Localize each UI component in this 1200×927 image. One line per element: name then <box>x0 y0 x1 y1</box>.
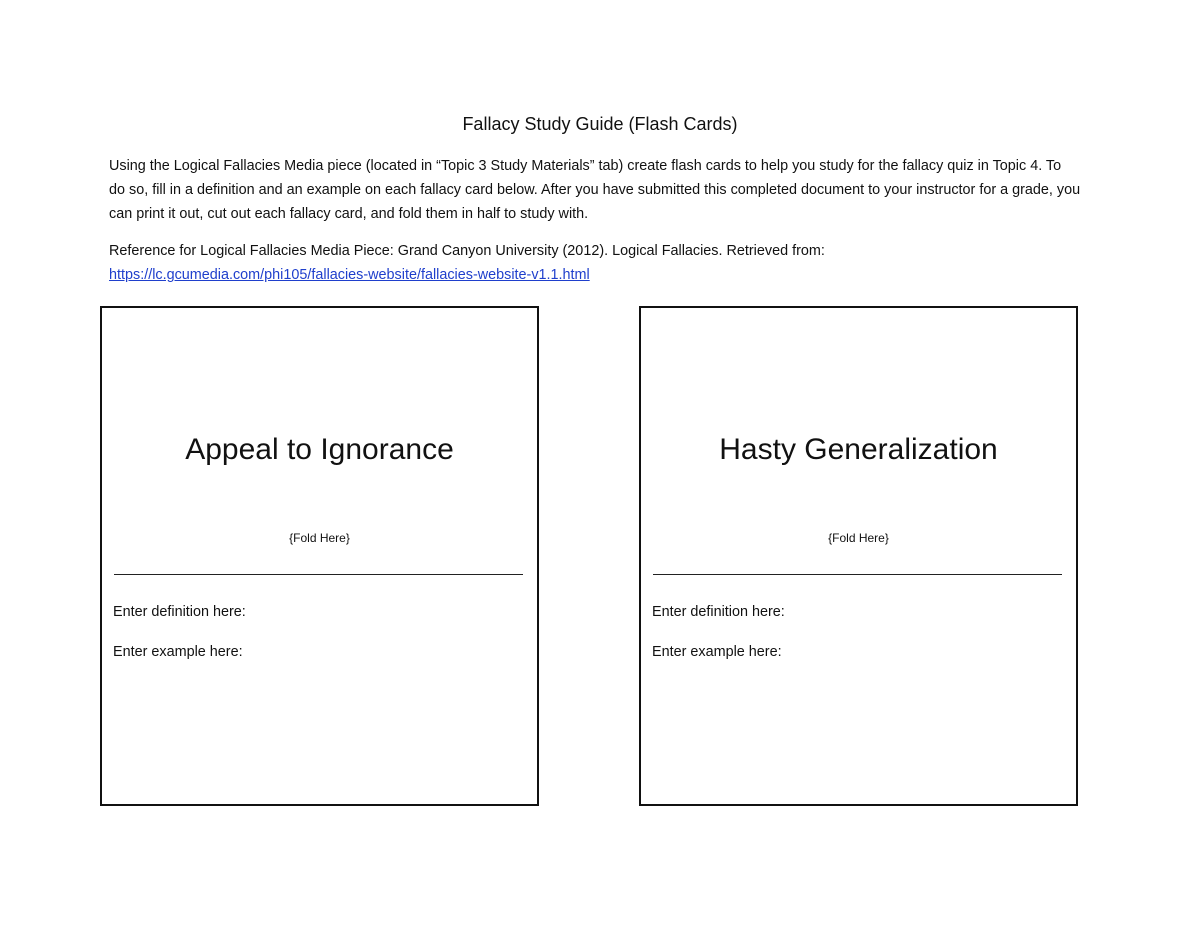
fold-line <box>114 574 523 575</box>
reference-paragraph <box>109 239 1081 287</box>
instructions-paragraph: Using the Logical Fallacies Media piece (located in “Topic 3 Study Materials” tab) create flash cards to help you study for the fallacy quiz in Topic 4. To do so, fill in a definition and an example on each fallacy card below. After you have submitted this completed document to your instructor for a grade, you can print it out, cut out each fallacy card, and fold them in half to study with. <box>109 158 1081 222</box>
fold-label: {Fold Here} <box>289 531 350 545</box>
flash-card-hasty-generalization <box>639 306 1078 806</box>
page-title: Fallacy Study Guide (Flash Cards) <box>462 114 738 134</box>
example-field[interactable]: Enter example here: <box>652 644 782 660</box>
card-title: Appeal to Ignorance <box>185 433 454 466</box>
flash-card-appeal-to-ignorance <box>100 306 539 806</box>
definition-field[interactable]: Enter definition here: <box>113 604 246 620</box>
reference-text: Reference for Logical Fallacies Media Piece: Grand Canyon University (2012). Logical Fallacies. Retrieved from: <box>109 243 825 259</box>
card-title: Hasty Generalization <box>719 433 998 466</box>
definition-field[interactable]: Enter definition here: <box>652 604 785 620</box>
example-field[interactable]: Enter example here: <box>113 644 243 660</box>
reference-link[interactable]: https://lc.gcumedia.com/phi105/fallacies-website/fallacies-website-v1.1.html <box>109 267 590 283</box>
fold-line <box>653 574 1062 575</box>
fold-label: {Fold Here} <box>828 531 889 545</box>
